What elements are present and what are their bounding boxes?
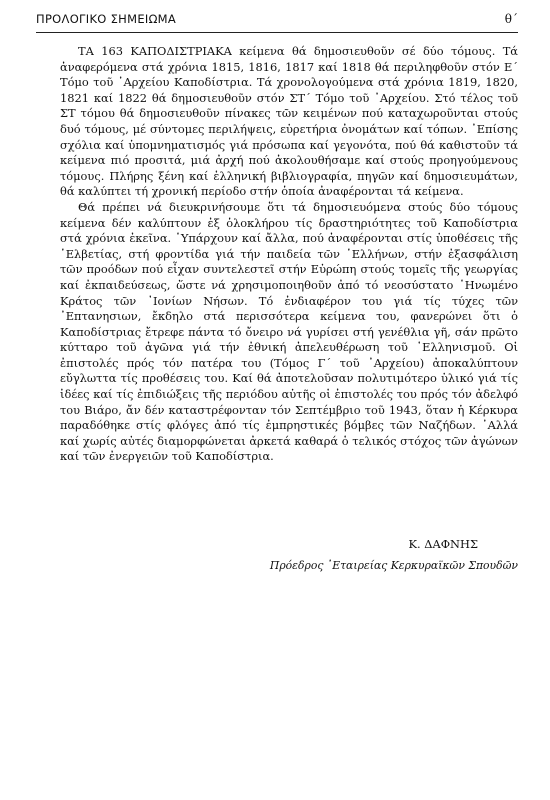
body-text xyxy=(60,44,518,465)
signature-block xyxy=(60,537,518,573)
page-number: θ΄ xyxy=(504,12,518,26)
paragraph-1: ΤΑ 163 ΚΑΠΟΔΙΣΤΡΙΑΚΑ κείμενα θά δημοσιευθοῦν σέ δύο τόμους. Τά ἀναφερόμενα στά χρόνια 1815, 1816, 1817 καί 1818 θά περιληφθοῦν στόν Ε΄ Τόμο τοῦ ᾿Αρχείου Καποδίστρια. Τά χρονολογούμενα στά χρόνια 1819, 1820, 1821 καί 1822 θά δημοσιευθοῦν στόν ΣΤ΄ Τόμο τοῦ ᾿Αρχείου. Στό τέλος τοῦ ΣΤ τόμου θά δημοσιευθοῦν πίνακες τῶν κειμένων πού καταχωροῦνται στούς δυό τόμους, μέ σύντομες περιλήψεις, εὑρετήρια ὀνομάτων καί τόπων. ᾿Επίσης σχόλια καί ὑπομνηματισμός γιά πρόσωπα καί γεγονότα, πού θά καθιστοῦν τά κείμενα πιό προσιτά, μιά ἀρχή πού ἀκολουθήσαμε καί στούς προηγούμενους τόμους. Πλήρης ξένη καί ἑλληνική βιβλιογραφία, πηγῶν καί δημοσιευμάτων, θά καλύπτει τή χρονική περίοδο στήν ὁποία ἀναφέρονται τά κείμενα. xyxy=(60,44,518,199)
signature-role: Πρόεδρος ᾿Εταιρείας Κερκυραϊκῶν Σπουδῶν xyxy=(269,558,518,572)
running-header xyxy=(36,10,518,33)
signature-name: Κ. ΔΑΦΝΗΣ xyxy=(408,537,478,551)
header-title: ΠΡΟΛΟΓΙΚΟ ΣΗΜΕΙΩΜΑ xyxy=(36,12,177,26)
paragraph-2: Θά πρέπει νά διευκρινήσουμε ὅτι τά δημοσιευόμενα στούς δύο τόμους κείμενα δέν καλύπτουν ἐξ ὁλοκλήρου τίς δραστηριότητες τοῦ Καποδίστρια στά χρόνια ἐκεῖνα. ῾Υπάρχουν καί ἄλλα, πού ἀναφέρονται στίς ὑποθέσεις τῆς ῾Ελβετίας, στή φροντίδα γιά τήν παιδεία τῶν ῾Ελλήνων, στήν ἐξασφάλιση τῶν προόδων πού εἶχαν συντελεστεῖ στήν Εὐρώπη στούς τομεῖς τῆς γεωργίας καί ἐκπαιδεύσεως, ὥστε νά χρησιμοποιηθοῦν ἀπό τό νεοσύστατο ῾Ηνωμένο Κράτος τῶν ᾿Ιονίων Νήσων. Τό ἐνδιαφέρον του γιά τίς τύχες τῶν ᾿Επτανησιων, ἔκδηλο στά περισσότερα κείμενα του, φανερώνει ὅτι ὁ Καποδίστριας ἔτρεφε πάντα τό ὄνειρο νά γυρίσει στή γενέθλια γῆ, σάν πρῶτο κύτταρο τοῦ ἀγῶνα γιά τήν ἐθνική ἀπελευθέρωση τοῦ ῾Ελληνισμοῦ. Οἱ ἐπιστολές πρός τόν πατέρα του (Τόμος Γ΄ τοῦ ᾿Αρχείου) ἀποκαλύπτουν εὔγλωττα τίς προθέσεις του. Καί θά ἀποτελοῦσαν πολυτιμότερο ὑλικό γιά τίς ἰδέες καί τίς ἐπιδιώξεις τῆς περιόδου αὐτῆς οἱ ἐπιστολές του πρός τόν ἀδελφό του Βιάρο, ἄν δέν καταστρέφονταν τόν Σεπτέμβριο τοῦ 1943, ὅταν ἡ Κέρκυρα παραδόθηκε στίς φλόγες ἀπό τίς ἐμπρηστικές βόμβες τῶν Ναζήδων. ᾿Αλλά καί χωρίς αὐτές διαμορφώνεται ἀρκετά καθαρά ὁ τελικός στόχος τῶν ἀγώνων καί τῶν ἐνεργειῶν τοῦ Καποδίστρια. xyxy=(60,199,518,464)
